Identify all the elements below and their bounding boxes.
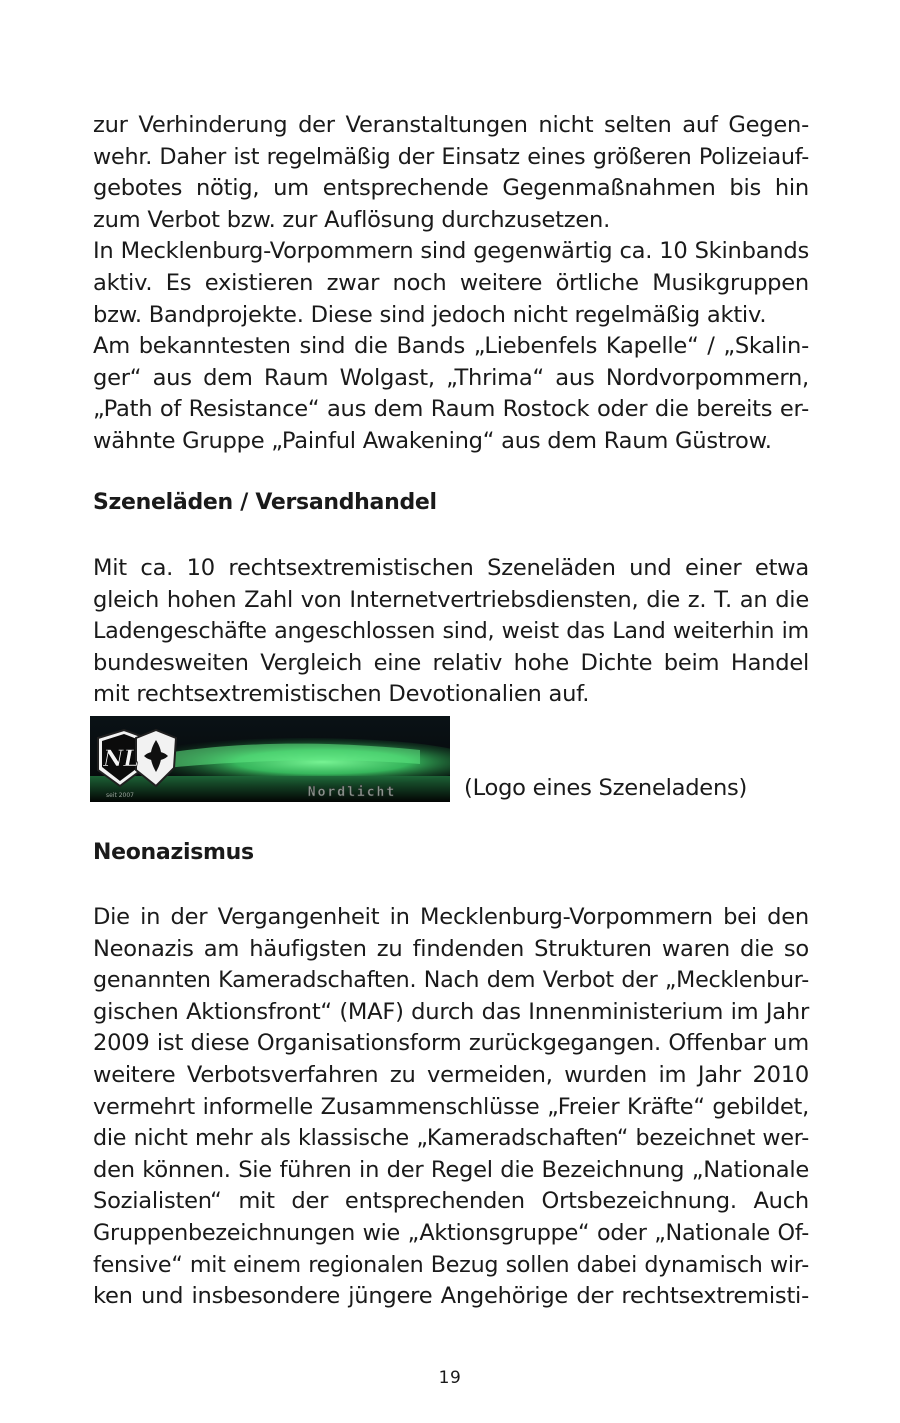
section-heading-neonazismus: Neonazismus: [93, 840, 254, 865]
paragraph-gegenwehr: [93, 110, 809, 236]
shop-logo: [90, 716, 450, 802]
text-line: wehr. Daher ist regelmäßig der Einsatz eines größeren Polizeiauf-: [93, 143, 809, 170]
text-line: bundesweiten Vergleich eine relativ hohe Dichte beim Handel: [93, 649, 809, 676]
text-line: ger“ aus dem Raum Wolgast, „Thrima“ aus Nordvorpommern,: [93, 364, 809, 391]
text-line: Neonazis am häufigsten zu findenden Strukturen waren die so: [93, 935, 809, 962]
paragraph-szenelaeden: [93, 553, 809, 711]
text-line: „Path of Resistance“ aus dem Raum Rostock oder die bereits er-: [93, 396, 809, 423]
text-line: die nicht mehr als klassische „Kameradschaften“ bezeichnet wer-: [93, 1125, 809, 1152]
logo-wordmark: Nordlicht: [307, 785, 397, 800]
text-line: Gruppenbezeichnungen wie „Aktionsgruppe“ oder „Nationale Of-: [93, 1219, 809, 1246]
text-line: Ladengeschäfte angeschlossen sind, weist das Land weiterhin im: [93, 618, 809, 645]
logo-caption: (Logo eines Szeneladens): [464, 775, 748, 801]
text-line: aktiv. Es existieren zwar noch weitere örtliche Musikgruppen: [93, 269, 809, 296]
text-line: den können. Sie führen in der Regel die Bezeichnung „Nationale: [93, 1156, 809, 1183]
text-line: gebotes nötig, um entsprechende Gegenmaßnahmen bis hin: [93, 175, 809, 202]
text-line: Am bekanntesten sind die Bands „Liebenfels Kapelle“ / „Skalin-: [93, 333, 809, 360]
page-number: 19: [438, 1368, 462, 1388]
text-line: Mit ca. 10 rechtsextremistischen Szeneläden und einer etwa: [93, 555, 809, 581]
text-line: ken und insbesondere jüngere Angehörige der rechtsextremisti-: [93, 1283, 809, 1310]
text-line: gleich hohen Zahl von Internetvertriebsdiensten, die z. T. an die: [93, 586, 809, 613]
paragraph-bands: [93, 331, 809, 457]
text-line: genannten Kameradschaften. Nach dem Verbot der „Mecklenbur-: [93, 967, 809, 994]
text-line: vermehrt informelle Zusammenschlüsse „Freier Kräfte“ gebildet,: [93, 1093, 809, 1120]
text-line: bzw. Bandprojekte. Diese sind jedoch nicht regelmäßig aktiv.: [93, 301, 767, 328]
text-line: In Mecklenburg-Vorpommern sind gegenwärtig ca. 10 Skinbands: [93, 238, 809, 265]
text-line: weitere Verbotsverfahren zu vermeiden, wurden im Jahr 2010: [93, 1061, 809, 1088]
section-heading-szenelaeden: Szeneläden / Versandhandel: [93, 490, 437, 515]
text-line: fensive“ mit einem regionalen Bezug sollen dabei dynamisch wir-: [93, 1251, 809, 1278]
emblem-monogram: NL: [103, 746, 139, 772]
text-line: Die in der Vergangenheit in Mecklenburg-Vorpommern bei den: [93, 904, 809, 930]
text-line: gischen Aktionsfront“ (MAF) durch das Innenministerium im Jahr: [93, 998, 809, 1025]
paragraph-skinbands: [93, 236, 809, 331]
text-line: wähnte Gruppe „Painful Awakening“ aus dem Raum Güstrow.: [93, 427, 772, 454]
paragraph-neonazismus: [93, 902, 809, 1313]
established-label: seit 2007: [105, 792, 135, 799]
text-line: zum Verbot bzw. zur Auflösung durchzusetzen.: [93, 206, 611, 233]
shop-logo-image: [90, 716, 450, 802]
text-line: mit rechtsextremistischen Devotionalien auf.: [93, 681, 590, 708]
text-line: 2009 ist diese Organisationsform zurückgegangen. Offenbar um: [93, 1030, 809, 1057]
text-line: Sozialisten“ mit der entsprechenden Ortsbezeichnung. Auch: [93, 1188, 809, 1215]
text-line: zur Verhinderung der Veranstaltungen nicht selten auf Gegen-: [93, 112, 809, 138]
